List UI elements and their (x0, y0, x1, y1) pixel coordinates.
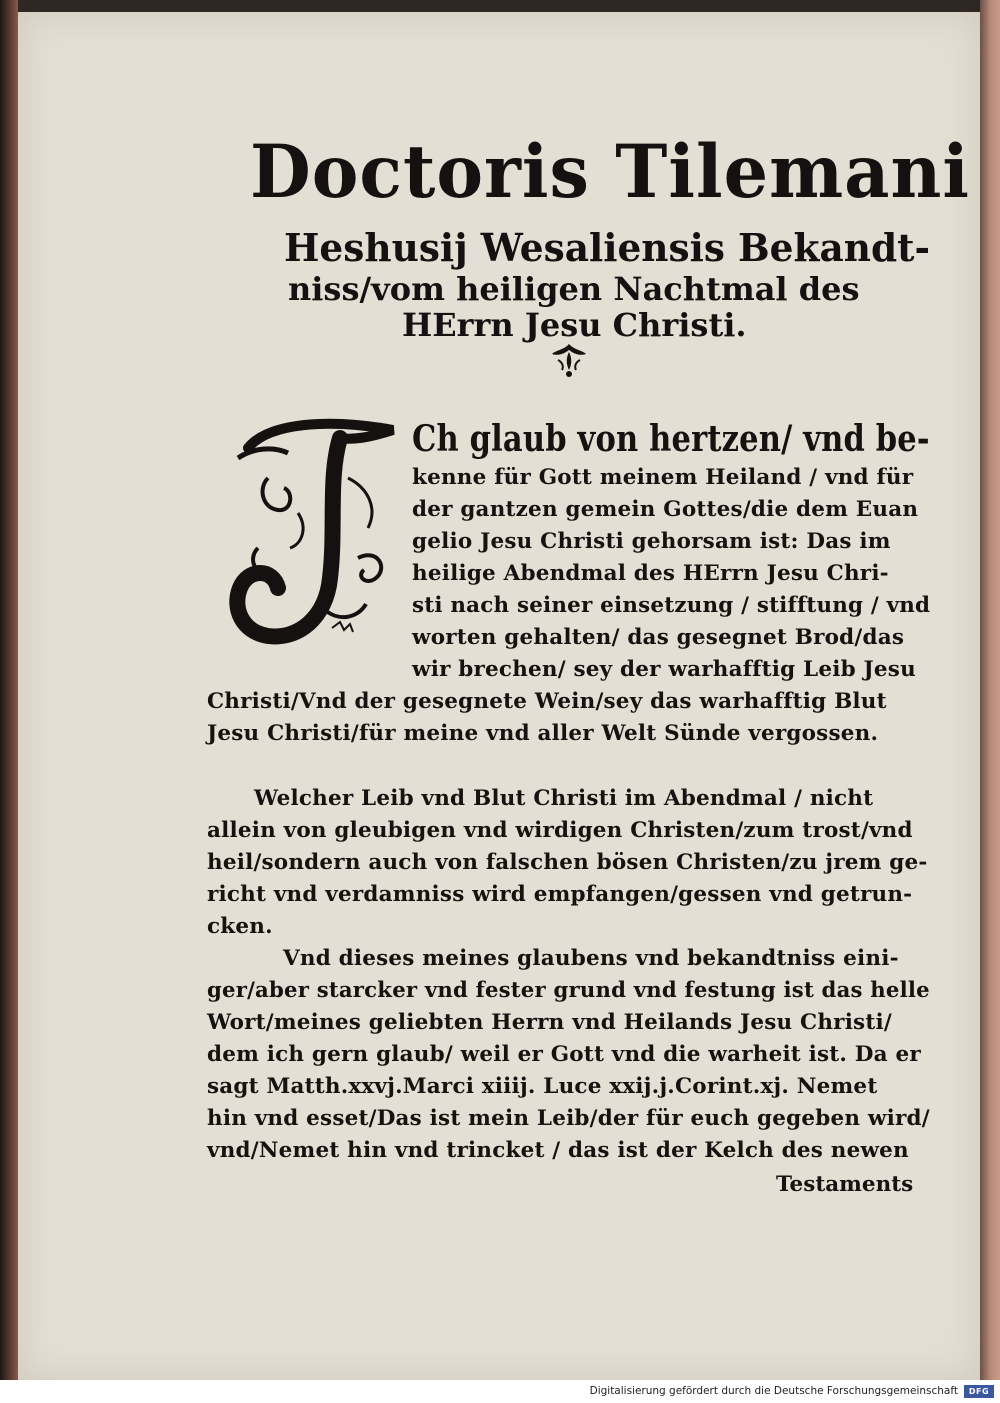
paragraph3-line: Wort/meines geliebten Herrn vnd Heilands Jesu Christi/ (207, 1010, 892, 1035)
fleuron-ornament-icon (544, 340, 594, 380)
digitization-credit: Digitalisierung gefördert durch die Deutsche Forschungsgemeinschaft (589, 1385, 958, 1397)
paragraph1-line: kenne für Gott meinem Heiland / vnd für (412, 465, 914, 490)
book-edge-right (980, 0, 1000, 1380)
paragraph1-line: heilige Abendmal des HErrn Jesu Chri- (412, 561, 889, 586)
paragraph1-line: der gantzen gemein Gottes/die dem Euan (412, 497, 919, 522)
paragraph3-line: vnd/Nemet hin vnd trincket / das ist der Kelch des newen (207, 1138, 909, 1163)
paragraph3-line: dem ich gern glaub/ weil er Gott vnd die warheit ist. Da er (207, 1042, 921, 1067)
title-line-4: HErrn Jesu Christi. (402, 306, 747, 344)
paragraph2-line: heil/sondern auch von falschen bösen Christen/zu jrem ge- (207, 850, 928, 875)
paragraph2-line: cken. (207, 914, 273, 939)
title-line-3: niss/vom heiligen Nachtmal des (288, 270, 860, 308)
paragraph1-line: Christi/Vnd der gesegnete Wein/sey das warhafftig Blut (207, 689, 887, 714)
paragraph1-line: wir brechen/ sey der warhafftig Leib Jesu (412, 657, 916, 682)
paragraph3-line: sagt Matth.xxvj.Marci xiiij. Luce xxij.j.Corint.xj. Nemet (207, 1074, 878, 1099)
catchword: Testaments (776, 1172, 914, 1197)
title-line-2: Heshusij Wesaliensis Bekandt- (284, 225, 931, 270)
paragraph1-line: Ch glaub von hertzen/ vnd be- (412, 418, 930, 460)
book-edge-left (0, 0, 18, 1380)
paragraph2-line: Welcher Leib vnd Blut Christi im Abendmal / nicht (254, 786, 874, 811)
paragraph3-line: Vnd dieses meines glaubens vnd bekandtniss eini- (283, 946, 899, 971)
paragraph1-line: worten gehalten/ das gesegnet Brod/das (412, 625, 905, 650)
dfg-logo-icon: DFG (964, 1385, 994, 1398)
decorated-initial (228, 418, 398, 648)
paragraph3-line: ger/aber starcker vnd fester grund vnd festung ist das helle (207, 978, 930, 1003)
title-line-1: Doctoris Tilemani (250, 127, 971, 216)
paragraph1-line: gelio Jesu Christi gehorsam ist: Das im (412, 529, 891, 554)
paragraph2-line: richt vnd verdamniss wird empfangen/gessen vnd getrun- (207, 882, 913, 907)
paragraph1-line: Jesu Christi/für meine vnd aller Welt Sünde vergossen. (207, 721, 879, 746)
paragraph2-line: allein von gleubigen vnd wirdigen Christen/zum trost/vnd (207, 818, 913, 843)
paragraph1-line: sti nach seiner einsetzung / stifftung / vnd (412, 593, 931, 618)
paragraph3-line: hin vnd esset/Das ist mein Leib/der für euch gegeben wird/ (207, 1106, 930, 1131)
